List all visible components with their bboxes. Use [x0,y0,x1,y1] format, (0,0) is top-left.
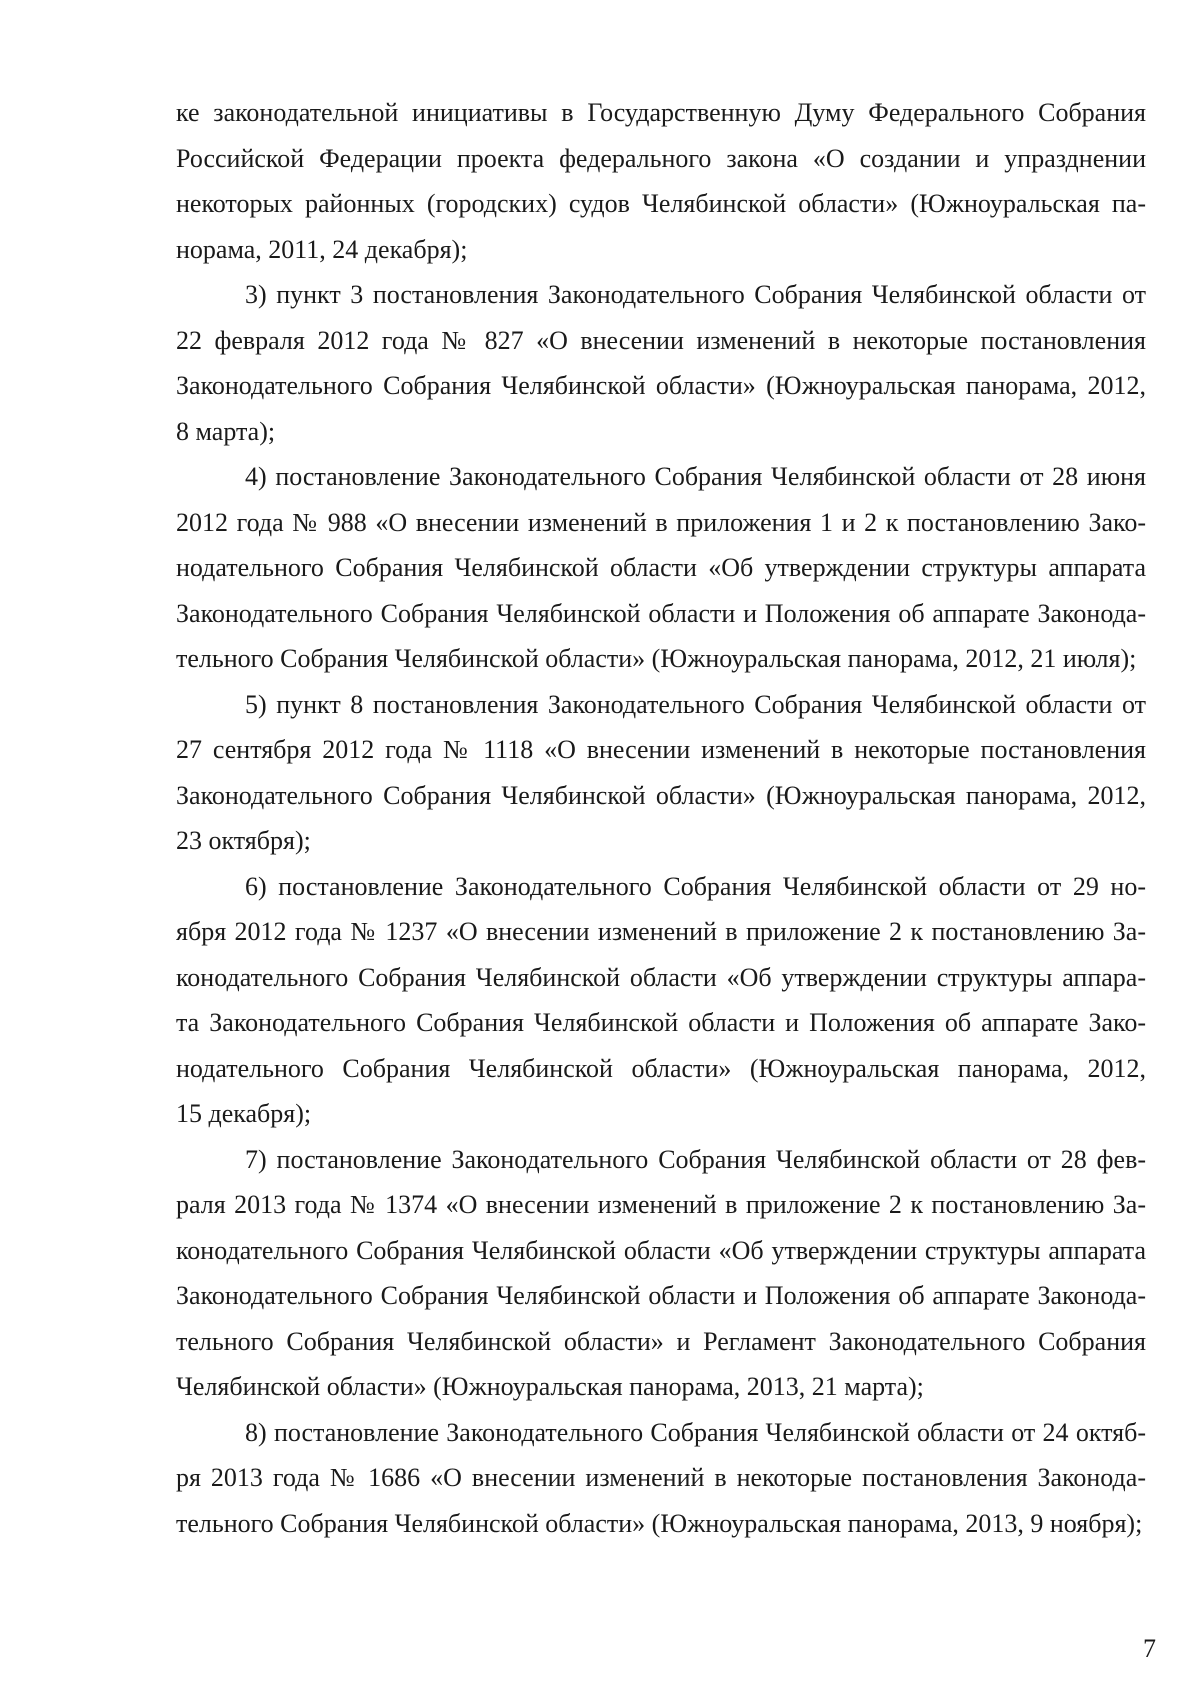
text-line: нодательного Собрания Челябинской области «Об утверждении структуры аппарата [176,553,1146,582]
text-line: ря 2013 года № 1686 «О внесении изменений в некоторые постановления Законода- [176,1463,1146,1492]
text-line: 23 октября); [176,826,311,855]
text-line: 7) постановление Законодательного Собрания Челябинской области от 28 фев- [245,1144,1146,1174]
text-line: раля 2013 года № 1374 «О внесении изменений в приложение 2 к постановлению За- [176,1190,1146,1219]
text-line: 15 декабря); [176,1099,312,1128]
text-line: тельного Собрания Челябинской области» и Регламент Законодательного Собрания [176,1326,1146,1356]
text-line: Законодательного Собрания Челябинской области и Положения об аппарате Законода- [176,598,1146,628]
text-line: 2012 года № 988 «О внесении изменений в приложения 1 и 2 к постановлению Зако- [176,507,1146,537]
text-line: ября 2012 года № 1237 «О внесении изменений в приложение 2 к постановлению За- [176,917,1146,946]
text-line: конодательного Собрания Челябинской области «Об утверждении структуры аппарата [176,1235,1146,1265]
text-line: 27 сентября 2012 года № 1118 «О внесении изменений в некоторые постановления [176,735,1146,764]
text-line: тельного Собрания Челябинской области» (Южноуральская панорама, 2012, 21 июля); [176,644,1137,673]
document-body [176,90,1146,1546]
text-line: некоторых районных (городских) судов Челябинской области» (Южноуральская па- [176,189,1146,218]
text-line: 3) пункт 3 постановления Законодательного Собрания Челябинской области от [245,280,1146,309]
text-line: тельного Собрания Челябинской области» (Южноуральская панорама, 2013, 9 ноября); [176,1508,1143,1538]
text-line: Законодательного Собрания Челябинской области» (Южноуральская панорама, 2012, [176,780,1146,810]
text-line: 22 февраля 2012 года № 827 «О внесении изменений в некоторые постановления [176,325,1146,355]
text-line: норама, 2011, 24 декабря); [176,234,468,264]
text-line: Законодательного Собрания Челябинской области» (Южноуральская панорама, 2012, [176,371,1146,400]
page-number: 7 [1143,1634,1156,1663]
text-line: Российской Федерации проекта федерального закона «О создании и упразднении [176,143,1146,173]
text-line: Челябинской области» (Южноуральская панорама, 2013, 21 марта); [176,1372,924,1401]
text-line: та Законодательного Собрания Челябинской области и Положения об аппарате Зако- [176,1008,1146,1037]
text-line: 5) пункт 8 постановления Законодательного Собрания Челябинской области от [245,689,1146,719]
text-line: ке законодательной инициативы в Государственную Думу Федерального Собрания [176,98,1146,127]
text-line: 8) постановление Законодательного Собрания Челябинской области от 24 октяб- [245,1417,1146,1447]
text-line: 4) постановление Законодательного Собрания Челябинской области от 28 июня [245,462,1146,491]
text-line: Законодательного Собрания Челябинской области и Положения об аппарате Законода- [176,1281,1146,1310]
text-line: нодательного Собрания Челябинской области» (Южноуральская панорама, 2012, [176,1053,1146,1083]
text-line: 8 марта); [176,416,276,446]
text-line: конодательного Собрания Челябинской области «Об утверждении структуры аппара- [176,962,1146,992]
text-line: 6) постановление Законодательного Собрания Челябинской области от 29 но- [245,871,1146,901]
